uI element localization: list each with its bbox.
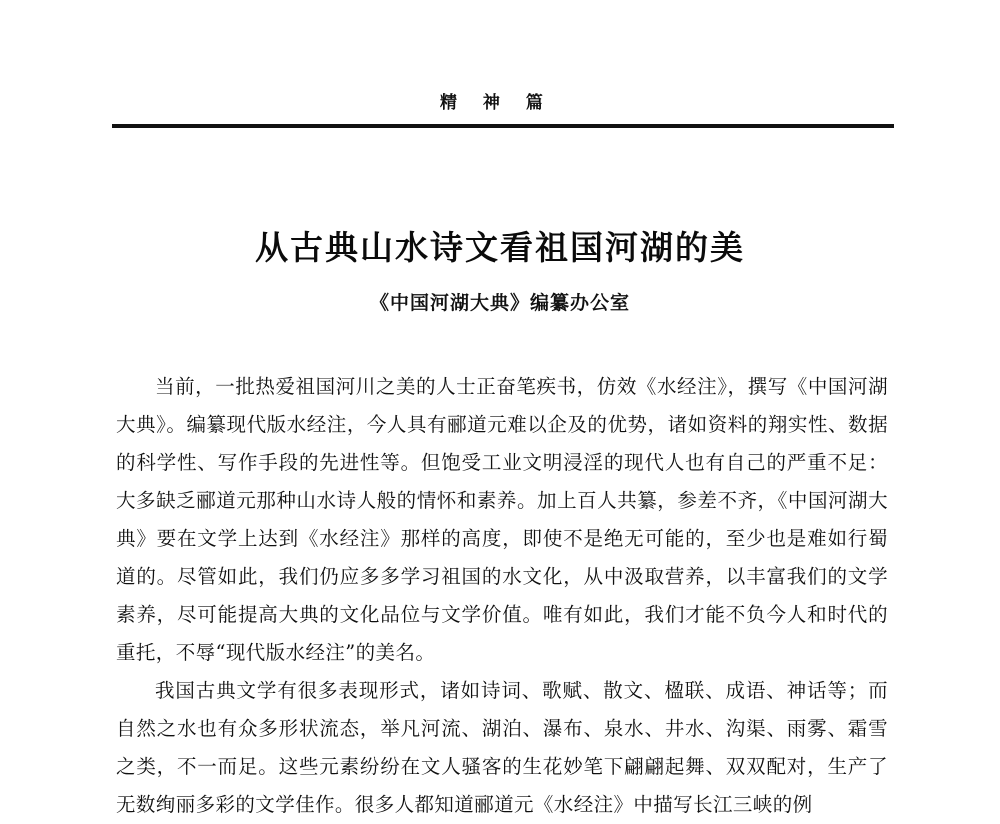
paragraph-2: 我国古典文学有很多表现形式，诸如诗词、歌赋、散文、楹联、成语、神话等；而自然之水也有众多形状流态，举凡河流、湖泊、瀑布、泉水、井水、沟渠、雨雾、霜雪之类，不一而足。这些元素纷纷在文人骚客的生花妙笔下翩翩起舞、双双配对，生产了无数绚丽多彩的文学佳作。很多人都知道郦道元《水经注》中描写长江三峡的例 bbox=[116, 679, 888, 816]
running-head bbox=[120, 88, 880, 113]
page-title: 从古典山水诗文看祖国河湖的美 bbox=[255, 228, 745, 268]
body-text bbox=[116, 368, 888, 824]
header-rule bbox=[112, 124, 894, 128]
running-head-text: 精 神 篇 bbox=[440, 93, 553, 113]
paragraph-1: 当前，一批热爱祖国河川之美的人士正奋笔疾书，仿效《水经注》，撰写《中国河湖大典》。编纂现代版水经注，今人具有郦道元难以企及的优势，诸如资料的翔实性、数据的科学性、写作手段的先进性等。但饱受工业文明浸淫的现代人也有自己的严重不足：大多缺乏郦道元那种山水诗人般的情怀和素养。加上百人共纂，参差不齐，《中国河湖大典》要在文学上达到《水经注》那样的高度，即使不是绝无可能的，至少也是难如行蜀道的。尽管如此，我们仍应多多学习祖国的水文化，从中汲取营养，以丰富我们的文学素养，尽可能提高大典的文化品位与文学价值。唯有如此，我们才能不负今人和时代的重托，不辱“现代版水经注”的美名。 bbox=[116, 375, 888, 664]
byline: 《中国河湖大典》编纂办公室 bbox=[369, 292, 630, 314]
